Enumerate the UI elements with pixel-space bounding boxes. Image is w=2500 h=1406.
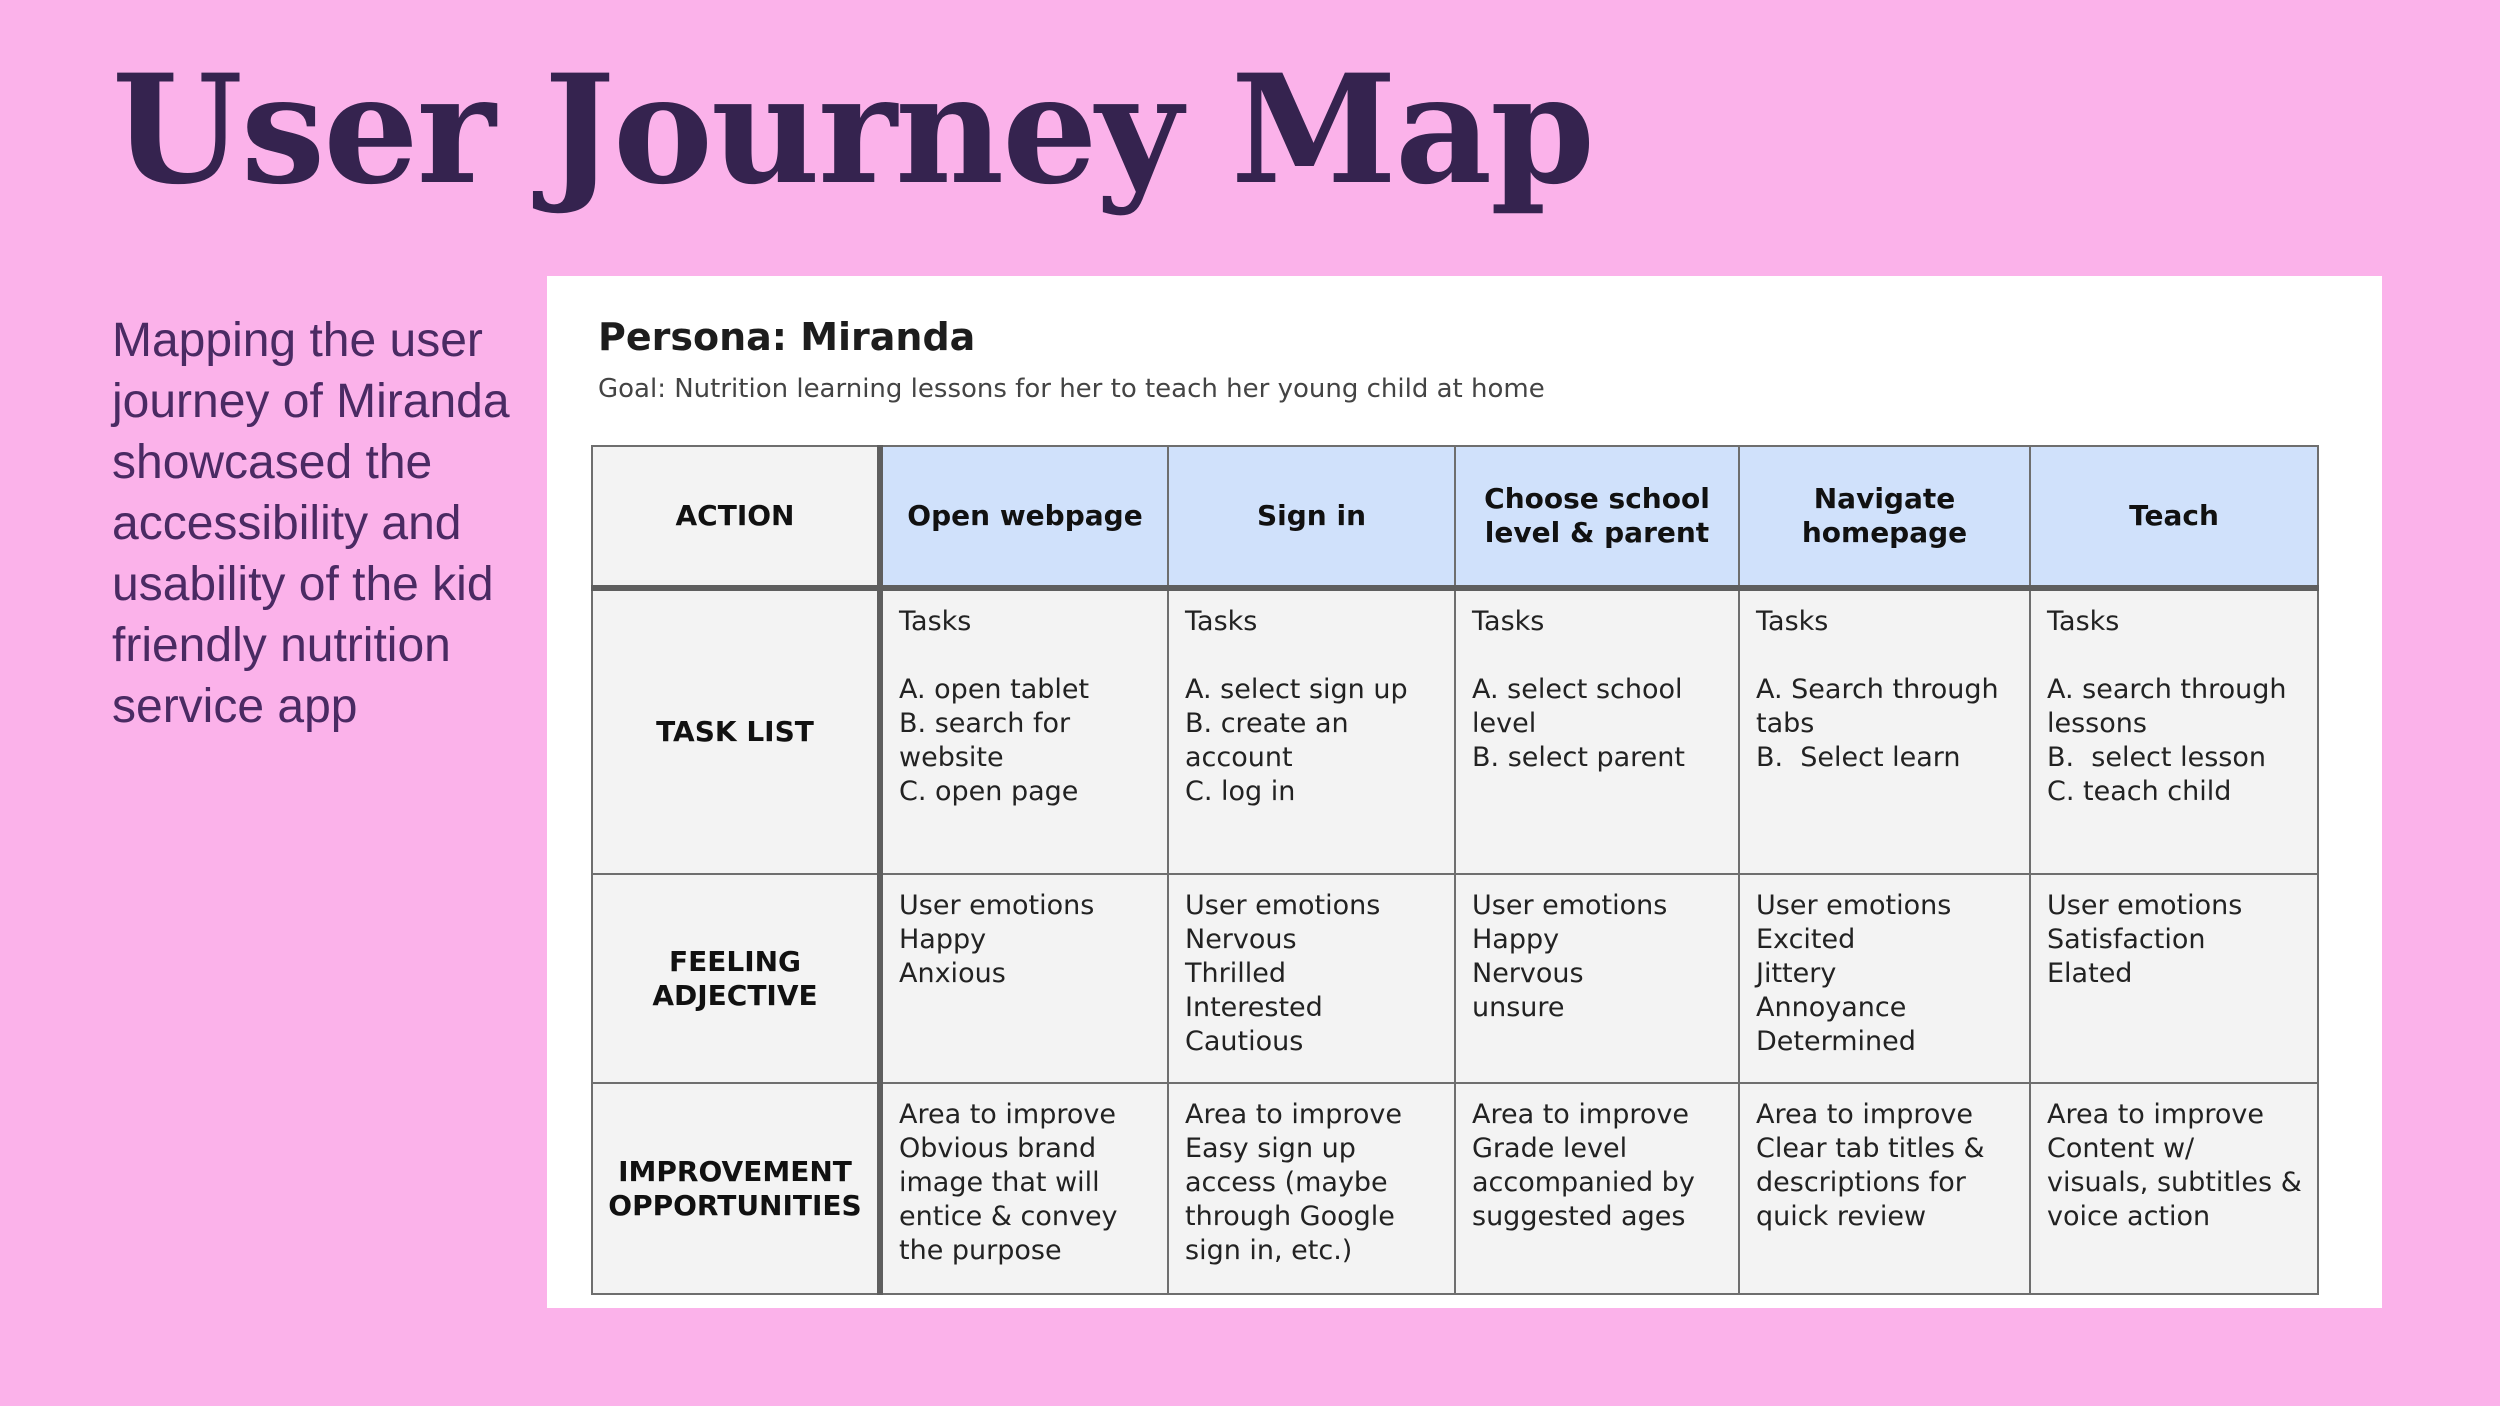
stage-header: Choose school level & parent (1455, 446, 1739, 588)
cell-line: Nervous (1472, 958, 1584, 989)
table-cell (880, 1083, 1168, 1294)
table-cell (880, 588, 1168, 874)
cell-heading: Tasks (1185, 606, 1258, 637)
cell-line: Thrilled (1185, 958, 1286, 989)
stage-header: Navigate homepage (1739, 446, 2030, 588)
task-list-label: TASK LIST (592, 588, 880, 874)
cell-spacer (899, 639, 1153, 673)
cell-spacer (2047, 639, 2303, 673)
cell-heading: Tasks (2047, 606, 2120, 637)
cell-heading: User emotions (1185, 890, 1381, 921)
cell-line: Content w/ visuals, subtitles & voice action (2047, 1133, 2311, 1232)
cell-line: Happy (1472, 924, 1560, 955)
stage-header: Sign in (1168, 446, 1455, 588)
table-cell (1455, 874, 1739, 1083)
slide-description: Mapping the user journey of Miranda showcased the accessibility and usability of the kid friendly nutrition service app (112, 314, 510, 733)
cell-line: A. select school level (1472, 674, 1692, 739)
cell-line: Nervous (1185, 924, 1297, 955)
table-cell (1739, 874, 2030, 1083)
table-cell (1168, 1083, 1455, 1294)
cell-line: Jittery (1756, 958, 1837, 989)
persona-title: Persona: Miranda (598, 315, 976, 359)
cell-line: B. select parent (1472, 742, 1685, 773)
cell-heading: Area to improve (1185, 1099, 1402, 1130)
cell-line: Grade level accompanied by suggested ages (1472, 1133, 1704, 1232)
cell-line: C. teach child (2047, 776, 2232, 807)
cell-heading: User emotions (1472, 890, 1668, 921)
cell-line: Interested (1185, 992, 1323, 1023)
cell-heading: Tasks (1472, 606, 1545, 637)
cell-heading: User emotions (899, 890, 1095, 921)
cell-line: Determined (1756, 1026, 1916, 1057)
cell-line: Happy (899, 924, 987, 955)
table-cell (1739, 588, 2030, 874)
cell-spacer (1185, 639, 1440, 673)
stage-header: Teach (2030, 446, 2318, 588)
journey-map-table (591, 445, 2319, 1295)
cell-heading: Tasks (899, 606, 972, 637)
cell-line: Obvious brand image that will entice & convey the purpose (899, 1133, 1127, 1266)
cell-line: A. select sign up (1185, 674, 1408, 705)
cell-line: A. open tablet (899, 674, 1090, 705)
cell-line: Elated (2047, 958, 2133, 989)
journey-map-card (547, 276, 2382, 1308)
cell-line: B. create an account (1185, 708, 1358, 773)
table-cell (880, 874, 1168, 1083)
cell-line: unsure (1472, 992, 1565, 1023)
improvement-label: IMPROVEMENT OPPORTUNITIES (592, 1083, 880, 1294)
cell-heading: User emotions (1756, 890, 1952, 921)
cell-line: B. select lesson (2047, 742, 2266, 773)
cell-line: Easy sign up access (maybe through Google sign in, etc.) (1185, 1133, 1404, 1266)
cell-line: Annoyance (1756, 992, 1907, 1023)
table-cell (1455, 1083, 1739, 1294)
cell-spacer (1756, 639, 2015, 673)
cell-line: A. Search through tabs (1756, 674, 2008, 739)
table-cell (1455, 588, 1739, 874)
table-cell (2030, 588, 2318, 874)
cell-heading: Area to improve (2047, 1099, 2264, 1130)
table-cell (2030, 1083, 2318, 1294)
slide-title: User Journey Map (112, 42, 1594, 218)
cell-line: Excited (1756, 924, 1856, 955)
task-list-row (592, 588, 2318, 874)
cell-line: Clear tab titles & descriptions for quick review (1756, 1133, 1994, 1232)
cell-line: Cautious (1185, 1026, 1304, 1057)
table-cell (1168, 588, 1455, 874)
improvement-row (592, 1083, 2318, 1294)
cell-heading: Area to improve (899, 1099, 1116, 1130)
cell-line: Satisfaction (2047, 924, 2206, 955)
cell-line: B. Select learn (1756, 742, 1961, 773)
action-header: ACTION (592, 446, 880, 588)
feeling-label: FEELING ADJECTIVE (592, 874, 880, 1083)
header-row (592, 446, 2318, 588)
table-cell (1739, 1083, 2030, 1294)
persona-goal: Goal: Nutrition learning lessons for her to teach her young child at home (598, 374, 1545, 404)
cell-heading: User emotions (2047, 890, 2243, 921)
cell-line: C. open page (899, 776, 1079, 807)
cell-line: A. search through lessons (2047, 674, 2296, 739)
cell-heading: Area to improve (1472, 1099, 1689, 1130)
cell-line: B. search for website (899, 708, 1079, 773)
cell-line: Anxious (899, 958, 1006, 989)
stage-header: Open webpage (880, 446, 1168, 588)
cell-heading: Area to improve (1756, 1099, 1973, 1130)
cell-line: C. log in (1185, 776, 1296, 807)
feeling-row (592, 874, 2318, 1083)
cell-spacer (1472, 639, 1724, 673)
cell-heading: Tasks (1756, 606, 1829, 637)
table-cell (1168, 874, 1455, 1083)
table-cell (2030, 874, 2318, 1083)
